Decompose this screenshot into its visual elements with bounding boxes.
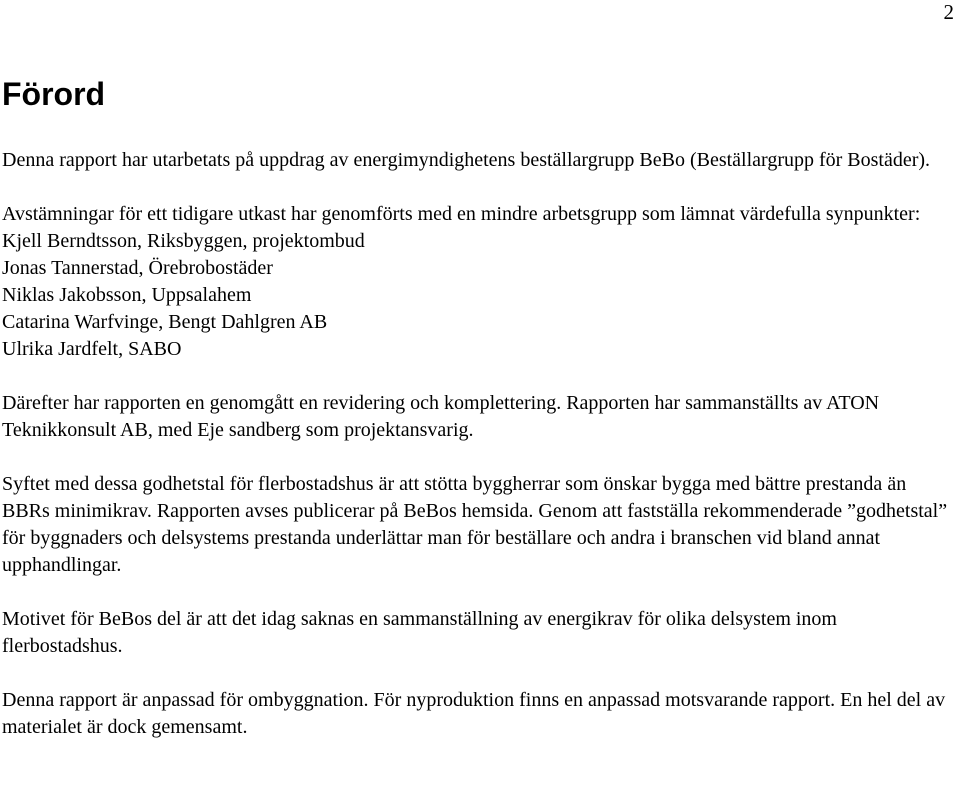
contributor-item: Ulrika Jardfelt, SABO [2,338,182,360]
contributor-item: Niklas Jakobsson, Uppsalahem [2,284,252,306]
contributor-item: Jonas Tannerstad, Örebrobostäder [2,257,273,279]
page-title: Förord [2,76,106,112]
contributor-item: Catarina Warfvinge, Bengt Dahlgren AB [2,311,328,333]
contributor-item: Kjell Berndtsson, Riksbyggen, projektombud [2,230,365,252]
revision-paragraph: Därefter har rapporten en genomgått en revidering och komplettering. Rapporten har sammanställts av ATON Teknikkonsult AB, med Eje sandberg som projektansvarig. [2,392,880,441]
page-number: 2 [943,0,954,24]
motive-paragraph: Motivet för BeBos del är att det idag saknas en sammanställning av energikrav för olika delsystem inom flerbostadshus. [2,608,837,657]
intro-paragraph: Denna rapport har utarbetats på uppdrag av energimyndighetens beställargrupp BeBo (Beställargrupp för Bostäder). [2,149,931,171]
review-paragraph: Avstämningar för ett tidigare utkast har genomförts med en mindre arbetsgrupp som lämnat värdefulla synpunkter: [2,203,921,225]
document-body [2,147,957,741]
purpose-paragraph: Syftet med dessa godhetstal för flerbostadshus är att stötta byggherrar som önskar bygga med bättre prestanda än BBRs minimikrav. Rapporten avses publicerar på BeBos hemsida. Genom att fastställa rekommenderade ”godhetstal” för byggnaders och delsystems prestanda underlättar man för beställare och andra i branschen vid bland annat upphandlingar. [2,473,948,576]
scope-paragraph: Denna rapport är anpassad för ombyggnation. För nyproduktion finns en anpassad motsvarande rapport. En hel del av materialet är dock gemensamt. [2,689,946,738]
